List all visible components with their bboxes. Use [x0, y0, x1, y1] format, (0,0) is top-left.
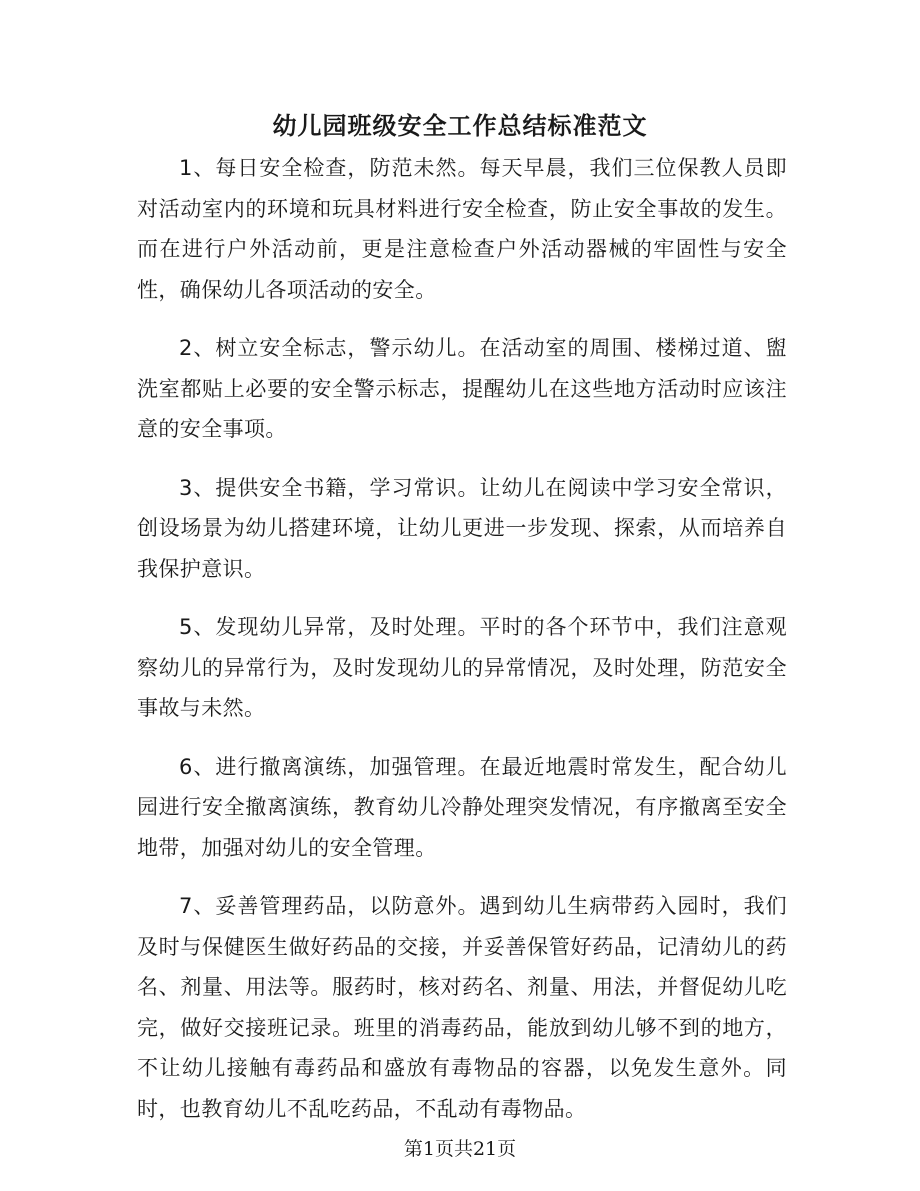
document-title: 幼儿园班级安全工作总结标准范文 [272, 111, 648, 140]
document-body [137, 148, 787, 1147]
paragraph-5: 5、发现幼儿异常，及时处理。平时的各个环节中，我们注意观察幼儿的异常行为，及时发现幼儿的异常情况，及时处理，防范安全事故与未然。 [137, 615, 787, 720]
paragraph-2: 2、树立安全标志，警示幼儿。在活动室的周围、楼梯过道、盥洗室都贴上必要的安全警示标志，提醒幼儿在这些地方活动时应该注意的安全事项。 [137, 336, 787, 441]
paragraph-7: 7、妥善管理药品，以防意外。遇到幼儿生病带药入园时，我们及时与保健医生做好药品的交接，并妥善保管好药品，记清幼儿的药名、剂量、用法等。服药时，核对药名、剂量、用法，并督促幼儿吃完，做好交接班记录。班里的消毒药品，能放到幼儿够不到的地方，不让幼儿接触有毒药品和盛放有毒物品的容器，以免发生意外。同时，也教育幼儿不乱吃药品，不乱动有毒物品。 [137, 894, 787, 1121]
paragraph-6: 6、进行撤离演练，加强管理。在最近地震时常发生，配合幼儿园进行安全撤离演练，教育幼儿冷静处理突发情况，有序撤离至安全地带，加强对幼儿的安全管理。 [137, 754, 787, 860]
paragraph-3: 3、提供安全书籍，学习常识。让幼儿在阅读中学习安全常识，创设场景为幼儿搭建环境，让幼儿更进一步发现、探索，从而培养自我保护意识。 [137, 475, 787, 581]
paragraph-1: 1、每日安全检查，防范未然。每天早晨，我们三位保教人员即对活动室内的环境和玩具材料进行安全检查，防止安全事故的发生。而在进行户外活动前，更是注意检查户外活动器械的牢固性与安全性，确保幼儿各项活动的安全。 [137, 156, 787, 302]
page-number-footer: 第1页共21页 [403, 1138, 517, 1160]
